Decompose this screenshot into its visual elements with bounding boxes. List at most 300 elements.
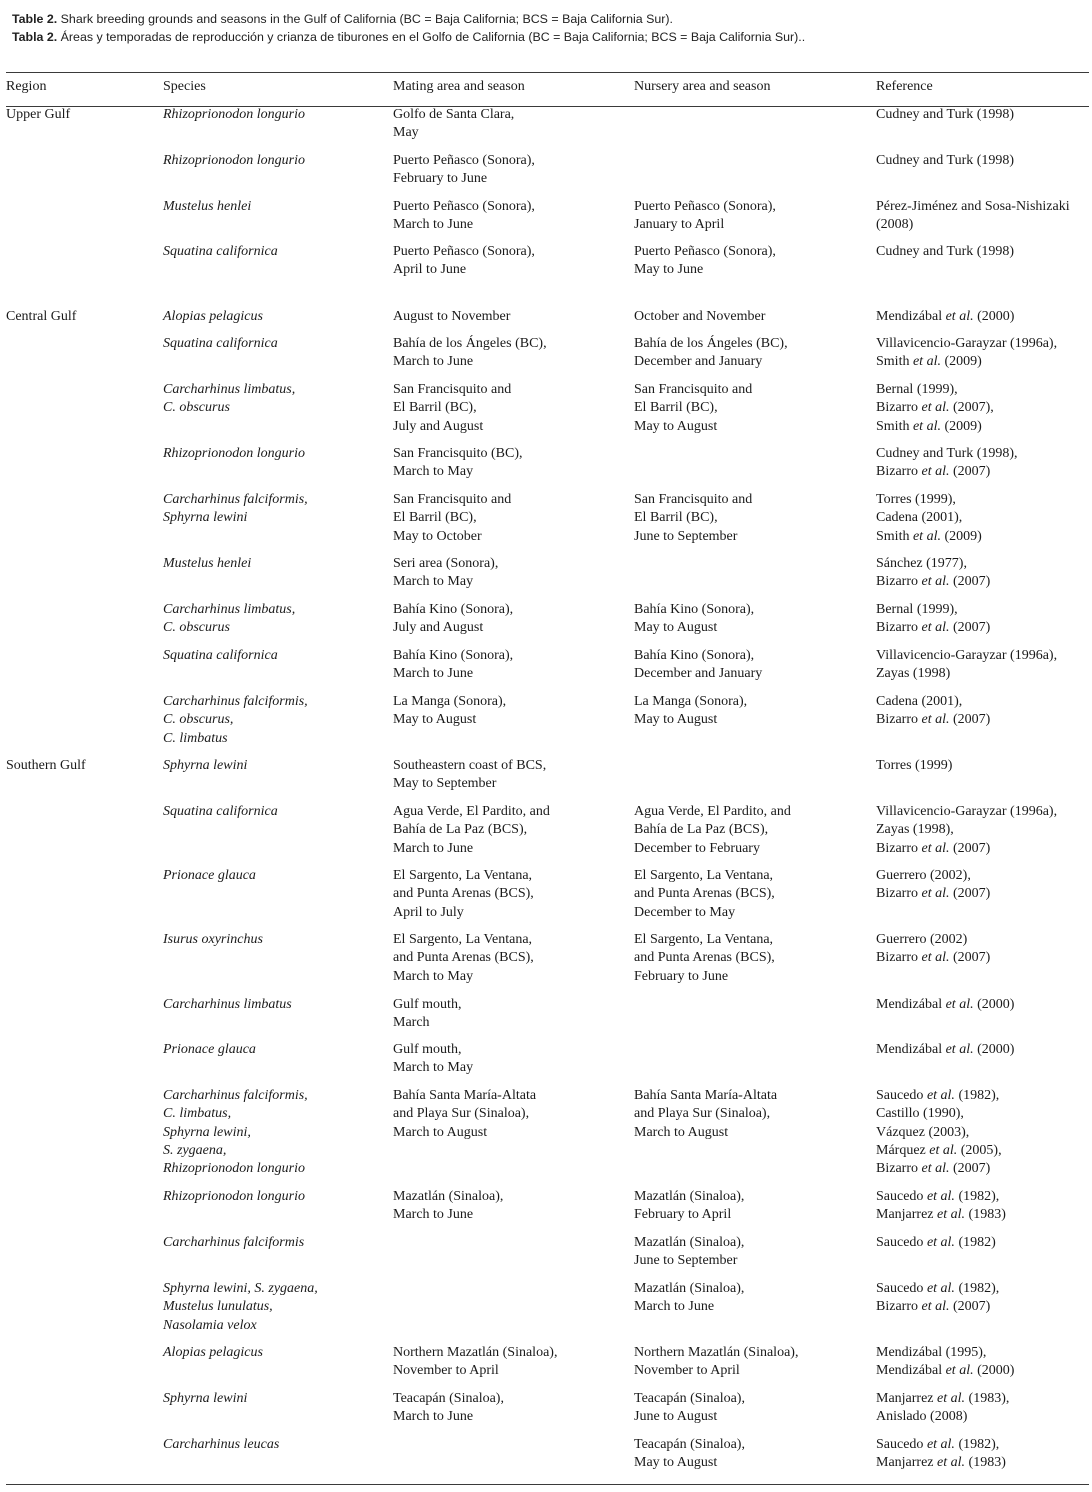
reference-et-al: et al. — [945, 1042, 974, 1057]
column-header-reference: Reference — [876, 79, 933, 94]
reference-cell — [876, 106, 1089, 152]
reference-text: Cudney and Turk (1998), — [876, 446, 1018, 461]
caption-english — [12, 10, 1087, 28]
region-cell — [6, 1041, 163, 1087]
reference-et-al: et al. — [921, 620, 950, 636]
reference-text: Cudney and Turk (1998) — [876, 244, 1015, 259]
species-cell: Isurus oxyrinchus — [163, 932, 263, 947]
reference-text: Villavicencio-Garayzar (1996a), — [876, 804, 1058, 819]
nursery-cell: El Sargento, La Ventana, and Punta Arenas (BCS), December to May — [634, 868, 775, 920]
reference-line — [876, 152, 1089, 170]
reference-text: Bernal (1999), — [876, 602, 958, 617]
column-header-nursery: Nursery area and season — [634, 79, 771, 94]
region-cell — [6, 1087, 163, 1188]
reference-text: (2007) — [949, 1299, 991, 1315]
nursery-cell — [634, 757, 876, 803]
table-row — [6, 601, 1089, 647]
region-cell — [6, 601, 163, 647]
mating-cell: El Sargento, La Ventana, and Punta Arenas (BCS), March to May — [393, 932, 534, 984]
reference-line — [876, 1234, 1089, 1252]
reference-text: Bizarro — [876, 464, 922, 480]
reference-text: Manjarrez — [876, 1391, 938, 1406]
reference-line — [876, 711, 1089, 729]
nursery-cell: Agua Verde, El Pardito, and Bahía de La Paz (BCS), December to February — [634, 804, 791, 856]
reference-line — [876, 381, 1089, 399]
reference-text: Vázquez (2003), — [876, 1124, 970, 1140]
reference-cell — [876, 1344, 1089, 1390]
region-cell — [6, 445, 163, 491]
reference-cell — [876, 803, 1089, 867]
caption-text: Shark breeding grounds and seasons in the Gulf of California (BC = Baja California; BCS = Baja California Sur). — [57, 12, 673, 26]
reference-text: Torres (1999) — [876, 758, 953, 773]
nursery-cell — [634, 996, 876, 1041]
reference-text: (2009) — [940, 418, 982, 434]
mating-cell: Golfo de Santa Clara, May — [393, 107, 515, 141]
reference-text: Bizarro — [876, 1299, 922, 1315]
species-cell: Carcharhinus falciformis, Sphyrna lewini — [163, 492, 308, 526]
mating-cell: Northern Mazatlán (Sinaloa), November to April — [393, 1345, 558, 1379]
reference-line — [876, 106, 1089, 124]
region-cell — [6, 647, 163, 693]
region-cell — [6, 996, 163, 1041]
reference-line — [876, 803, 1089, 821]
nursery-cell: Bahía Santa María-Altata and Playa Sur (Sinaloa), March to August — [634, 1088, 778, 1140]
nursery-cell — [634, 1041, 876, 1087]
reference-cell — [876, 198, 1089, 243]
region-cell — [6, 1436, 163, 1482]
reference-cell — [876, 555, 1089, 601]
species-cell: Squatina californica — [163, 804, 278, 819]
species-cell: Carcharhinus falciformis — [163, 1235, 305, 1250]
reference-text: Bizarro — [876, 886, 922, 902]
mating-cell: Gulf mouth, March to May — [393, 1042, 474, 1076]
reference-line — [876, 1206, 1089, 1224]
species-cell: Sphyrna lewini — [163, 758, 248, 773]
mating-cell: August to November — [393, 309, 511, 324]
reference-text: Saucedo — [876, 1189, 927, 1204]
table-row — [6, 1280, 1089, 1344]
reference-et-al: et al. — [945, 1363, 974, 1379]
reference-text: Pérez-Jiménez and Sosa-Nishizaki — [876, 199, 1070, 214]
reference-line — [876, 1105, 1089, 1123]
mating-cell: Puerto Peñasco (Sonora), April to June — [393, 244, 535, 278]
reference-text: (1983) — [965, 1207, 1006, 1223]
table-row — [6, 867, 1089, 931]
mating-cell: San Francisquito and El Barril (BC), May to October — [393, 492, 512, 544]
reference-et-al: et al. — [912, 418, 941, 434]
species-cell: Rhizoprionodon longurio — [163, 153, 305, 168]
nursery-cell: Bahía Kino (Sonora), May to August — [634, 602, 755, 636]
region-cell: Upper Gulf — [6, 107, 71, 122]
region-cell — [6, 198, 163, 243]
nursery-cell: Puerto Peñasco (Sonora), January to April — [634, 199, 776, 233]
table-row — [6, 996, 1089, 1041]
species-cell: Mustelus henlei — [163, 199, 252, 214]
region-cell: Central Gulf — [6, 309, 77, 324]
reference-text: Bizarro — [876, 400, 922, 416]
mating-cell: Bahía de los Ángeles (BC), March to June — [393, 336, 547, 370]
reference-line — [876, 840, 1089, 858]
reference-text: (2000) — [973, 997, 1015, 1012]
reference-text: Villavicencio-Garayzar (1996a), — [876, 648, 1058, 663]
table-row — [6, 106, 1089, 152]
species-cell: Sphyrna lewini — [163, 1391, 248, 1406]
region-cell — [6, 152, 163, 198]
table-row — [6, 335, 1089, 381]
species-cell: Squatina californica — [163, 648, 278, 663]
region-cell — [6, 1390, 163, 1436]
reference-text: Torres (1999), — [876, 492, 956, 507]
mating-cell: San Francisquito (BC), March to May — [393, 446, 523, 480]
reference-et-al: et al. — [921, 1299, 950, 1315]
reference-line — [876, 1436, 1089, 1454]
table-row — [6, 931, 1089, 996]
reference-line — [876, 601, 1089, 619]
reference-text: (2007) — [949, 464, 991, 480]
reference-cell — [876, 931, 1089, 996]
reference-cell — [876, 867, 1089, 931]
reference-et-al: et al. — [937, 1455, 966, 1471]
species-cell: Rhizoprionodon longurio — [163, 1189, 305, 1204]
reference-et-al: et al. — [921, 464, 950, 480]
reference-cell — [876, 601, 1089, 647]
table-bottom-rule — [6, 1484, 1089, 1485]
reference-text: Cadena (2001), — [876, 694, 963, 709]
shark-breeding-table — [6, 78, 1089, 1482]
reference-et-al: et al. — [926, 1235, 955, 1250]
species-cell: Alopias pelagicus — [163, 1345, 263, 1360]
reference-et-al: et al. — [926, 1437, 955, 1452]
reference-cell — [876, 693, 1089, 757]
reference-text: Bizarro — [876, 712, 922, 728]
reference-text: Mendizábal — [876, 997, 946, 1012]
table-row — [6, 243, 1089, 308]
reference-et-al: et al. — [937, 1207, 966, 1223]
table-row — [6, 381, 1089, 445]
mating-cell: Seri area (Sonora), March to May — [393, 556, 499, 590]
region-cell — [6, 693, 163, 757]
reference-text: Guerrero (2002) — [876, 932, 968, 947]
reference-text: (2000) — [973, 1042, 1015, 1057]
nursery-cell — [634, 445, 876, 491]
caption-label: Table 2. — [12, 12, 58, 26]
reference-text: (2009) — [940, 354, 982, 370]
reference-text: (1983) — [965, 1455, 1006, 1471]
nursery-cell: Teacapán (Sinaloa), May to August — [634, 1437, 745, 1471]
reference-line — [876, 619, 1089, 637]
species-cell: Mustelus henlei — [163, 556, 252, 571]
reference-text: (2007) — [949, 1161, 991, 1177]
table-body — [6, 106, 1089, 1482]
reference-cell — [876, 1280, 1089, 1344]
reference-et-al: et al. — [921, 840, 950, 856]
reference-text: Bernal (1999), — [876, 382, 958, 397]
reference-et-al: et al. — [912, 354, 941, 370]
nursery-cell: Bahía Kino (Sonora), December and January — [634, 648, 763, 682]
table-row — [6, 198, 1089, 243]
reference-text: Márquez — [876, 1142, 930, 1158]
reference-line — [876, 1280, 1089, 1298]
mating-cell: Bahía Kino (Sonora), July and August — [393, 602, 514, 636]
reference-text: Cadena (2001), — [876, 510, 963, 526]
nursery-cell — [634, 106, 876, 152]
reference-text: Cudney and Turk (1998) — [876, 153, 1015, 168]
reference-line — [876, 693, 1089, 711]
reference-cell — [876, 1234, 1089, 1280]
species-cell: Carcharhinus limbatus — [163, 997, 292, 1012]
reference-text: Smith — [876, 528, 913, 544]
region-cell — [6, 1188, 163, 1234]
reference-cell — [876, 491, 1089, 555]
nursery-cell: Mazatlán (Sinaloa), February to April — [634, 1189, 745, 1223]
species-cell: Carcharhinus leucas — [163, 1437, 280, 1452]
reference-text: Guerrero (2002), — [876, 868, 971, 883]
nursery-cell: San Francisquito and El Barril (BC), May to August — [634, 382, 753, 434]
table-header-row — [6, 78, 1089, 106]
species-cell: Squatina californica — [163, 244, 278, 259]
table-row — [6, 308, 1089, 335]
reference-line — [876, 1160, 1089, 1178]
mating-cell: El Sargento, La Ventana, and Punta Arenas (BCS), April to July — [393, 868, 534, 920]
reference-text: (2007) — [949, 886, 991, 902]
nursery-cell — [634, 152, 876, 198]
region-cell — [6, 335, 163, 381]
reference-text: Zayas (1998), — [876, 822, 954, 838]
region-cell — [6, 867, 163, 931]
reference-et-al: et al. — [926, 1088, 955, 1103]
reference-text: Bizarro — [876, 840, 922, 856]
region-cell — [6, 931, 163, 996]
reference-text: Mendizábal — [876, 1363, 946, 1379]
region-cell — [6, 1280, 163, 1344]
column-header-region: Region — [6, 79, 47, 94]
species-cell: Carcharhinus falciformis, C. obscurus, C. limbatus — [163, 694, 308, 746]
table-top-rule — [6, 72, 1089, 73]
table-row — [6, 445, 1089, 491]
caption-label: Tabla 2. — [12, 30, 58, 44]
reference-line — [876, 491, 1089, 509]
region-cell — [6, 243, 163, 308]
mating-cell: Bahía Kino (Sonora), March to June — [393, 648, 514, 682]
reference-cell — [876, 243, 1089, 308]
species-cell: Carcharhinus falciformis, C. limbatus, Sphyrna lewini, S. zygaena, Rhizoprionodon longurio — [163, 1088, 308, 1177]
mating-cell: Bahía Santa María-Altata and Playa Sur (Sinaloa), March to August — [393, 1088, 537, 1140]
reference-line — [876, 463, 1089, 481]
reference-text: (1982) — [954, 1235, 996, 1250]
species-cell: Alopias pelagicus — [163, 309, 263, 324]
reference-et-al: et al. — [937, 1391, 966, 1406]
reference-line — [876, 198, 1089, 216]
reference-cell — [876, 1390, 1089, 1436]
reference-text: Smith — [876, 354, 913, 370]
reference-line — [876, 757, 1089, 775]
mating-cell: Agua Verde, El Pardito, and Bahía de La Paz (BCS), March to June — [393, 804, 550, 856]
caption-spanish — [12, 28, 1087, 46]
nursery-cell: Bahía de los Ángeles (BC), December and January — [634, 336, 788, 370]
reference-line — [876, 528, 1089, 546]
reference-text: (2009) — [940, 528, 982, 544]
reference-line — [876, 1041, 1089, 1059]
reference-line — [876, 867, 1089, 885]
reference-line — [876, 647, 1089, 665]
reference-line — [876, 885, 1089, 903]
table-row — [6, 1390, 1089, 1436]
reference-line — [876, 1344, 1089, 1362]
mating-cell: La Manga (Sonora), May to August — [393, 694, 507, 728]
table-row — [6, 1087, 1089, 1188]
table-row — [6, 693, 1089, 757]
reference-line — [876, 996, 1089, 1014]
caption-text: Áreas y temporadas de reproducción y crianza de tiburones en el Golfo de California (BC = Baja California; BCS = Baja California Sur).. — [57, 30, 806, 44]
reference-text: (2007) — [949, 620, 991, 636]
reference-et-al: et al. — [921, 886, 950, 902]
reference-et-al: et al. — [921, 1161, 950, 1177]
reference-cell — [876, 757, 1089, 803]
reference-text: Saucedo — [876, 1281, 927, 1296]
reference-et-al: et al. — [921, 574, 950, 590]
region-cell — [6, 1234, 163, 1280]
reference-text: Sánchez (1977), — [876, 556, 967, 571]
species-cell: Rhizoprionodon longurio — [163, 446, 305, 461]
region-cell — [6, 803, 163, 867]
reference-text: Zayas (1998) — [876, 666, 951, 682]
reference-text: (2000) — [973, 1363, 1015, 1379]
species-cell: Rhizoprionodon longurio — [163, 107, 305, 122]
reference-line — [876, 308, 1089, 326]
reference-cell — [876, 647, 1089, 693]
mating-cell: Gulf mouth, March — [393, 997, 462, 1031]
region-cell — [6, 1344, 163, 1390]
reference-line — [876, 665, 1089, 683]
reference-text: Mendizábal — [876, 309, 946, 324]
mating-cell: Puerto Peñasco (Sonora), February to June — [393, 153, 535, 187]
nursery-cell: Mazatlán (Sinaloa), June to September — [634, 1235, 745, 1269]
reference-cell — [876, 996, 1089, 1041]
reference-et-al: et al. — [945, 997, 974, 1012]
reference-text: Villavicencio-Garayzar (1996a), — [876, 336, 1058, 351]
nursery-cell: Puerto Peñasco (Sonora), May to June — [634, 244, 776, 278]
nursery-cell: San Francisquito and El Barril (BC), June to September — [634, 492, 753, 544]
reference-cell — [876, 1436, 1089, 1482]
reference-cell — [876, 1041, 1089, 1087]
reference-text: Smith — [876, 418, 913, 434]
reference-line — [876, 1390, 1089, 1408]
nursery-cell: Teacapán (Sinaloa), June to August — [634, 1391, 745, 1425]
reference-line — [876, 445, 1089, 463]
reference-line — [876, 335, 1089, 353]
reference-et-al: et al. — [945, 309, 974, 324]
reference-text: (2000) — [973, 309, 1015, 324]
table-row — [6, 1234, 1089, 1280]
table-row — [6, 803, 1089, 867]
mating-cell — [393, 1280, 634, 1344]
reference-line — [876, 216, 1089, 234]
reference-text: Saucedo — [876, 1088, 927, 1103]
mating-cell: Southeastern coast of BCS, May to September — [393, 758, 547, 792]
reference-text: Anislado (2008) — [876, 1409, 968, 1425]
reference-et-al: et al. — [921, 950, 950, 966]
table-row — [6, 1041, 1089, 1087]
reference-text: (2007), — [949, 400, 994, 416]
reference-line — [876, 573, 1089, 591]
reference-text: (2008) — [876, 217, 914, 233]
mating-cell: Mazatlán (Sinaloa), March to June — [393, 1189, 504, 1223]
reference-text: Cudney and Turk (1998) — [876, 107, 1015, 122]
species-cell: Sphyrna lewini, S. zygaena, Mustelus lunulatus, Nasolamia velox — [163, 1281, 318, 1333]
reference-text: Saucedo — [876, 1235, 927, 1250]
nursery-cell: La Manga (Sonora), May to August — [634, 694, 748, 728]
table-row — [6, 1436, 1089, 1482]
table-row — [6, 555, 1089, 601]
reference-text: Bizarro — [876, 950, 922, 966]
reference-et-al: et al. — [926, 1281, 955, 1296]
reference-text: Castillo (1990), — [876, 1106, 964, 1122]
species-cell: Prionace glauca — [163, 868, 256, 883]
reference-line — [876, 243, 1089, 261]
mating-cell — [393, 1234, 634, 1280]
reference-text: (1982), — [954, 1437, 1000, 1452]
species-cell: Carcharhinus limbatus, C. obscurus — [163, 602, 296, 636]
species-cell: Squatina californica — [163, 336, 278, 351]
mating-cell: Puerto Peñasco (Sonora), March to June — [393, 199, 535, 233]
reference-cell — [876, 1087, 1089, 1188]
reference-line — [876, 1087, 1089, 1105]
reference-line — [876, 353, 1089, 371]
nursery-cell: Mazatlán (Sinaloa), March to June — [634, 1281, 745, 1315]
table-row — [6, 647, 1089, 693]
reference-line — [876, 1408, 1089, 1426]
reference-cell — [876, 308, 1089, 335]
reference-cell — [876, 335, 1089, 381]
table-row — [6, 491, 1089, 555]
region-cell — [6, 491, 163, 555]
region-cell: Southern Gulf — [6, 758, 86, 773]
reference-line — [876, 1362, 1089, 1380]
reference-text: Bizarro — [876, 1161, 922, 1177]
reference-cell — [876, 445, 1089, 491]
reference-et-al: et al. — [929, 1142, 958, 1158]
reference-cell — [876, 152, 1089, 198]
reference-text: Mendizábal (1995), — [876, 1345, 987, 1360]
table-row — [6, 757, 1089, 803]
reference-et-al: et al. — [921, 712, 950, 728]
mating-cell — [393, 1436, 634, 1482]
reference-text: (1983), — [965, 1391, 1010, 1406]
reference-line — [876, 1142, 1089, 1160]
reference-line — [876, 1454, 1089, 1472]
mating-cell: Teacapán (Sinaloa), March to June — [393, 1391, 504, 1425]
region-cell — [6, 381, 163, 445]
table-caption — [12, 10, 1087, 46]
reference-text: Manjarrez — [876, 1455, 938, 1471]
reference-text: (2007) — [949, 574, 991, 590]
reference-text: (2007) — [949, 950, 991, 966]
reference-line — [876, 555, 1089, 573]
reference-et-al: et al. — [912, 528, 941, 544]
reference-text: Manjarrez — [876, 1207, 938, 1223]
reference-line — [876, 931, 1089, 949]
reference-text: Saucedo — [876, 1437, 927, 1452]
reference-et-al: et al. — [921, 400, 950, 416]
mating-cell: San Francisquito and El Barril (BC), July and August — [393, 382, 512, 434]
reference-line — [876, 1188, 1089, 1206]
reference-text: (2005), — [957, 1142, 1002, 1158]
species-cell: Carcharhinus limbatus, C. obscurus — [163, 382, 296, 416]
region-cell — [6, 555, 163, 601]
reference-text: Bizarro — [876, 574, 922, 590]
reference-line — [876, 509, 1089, 527]
reference-line — [876, 821, 1089, 839]
